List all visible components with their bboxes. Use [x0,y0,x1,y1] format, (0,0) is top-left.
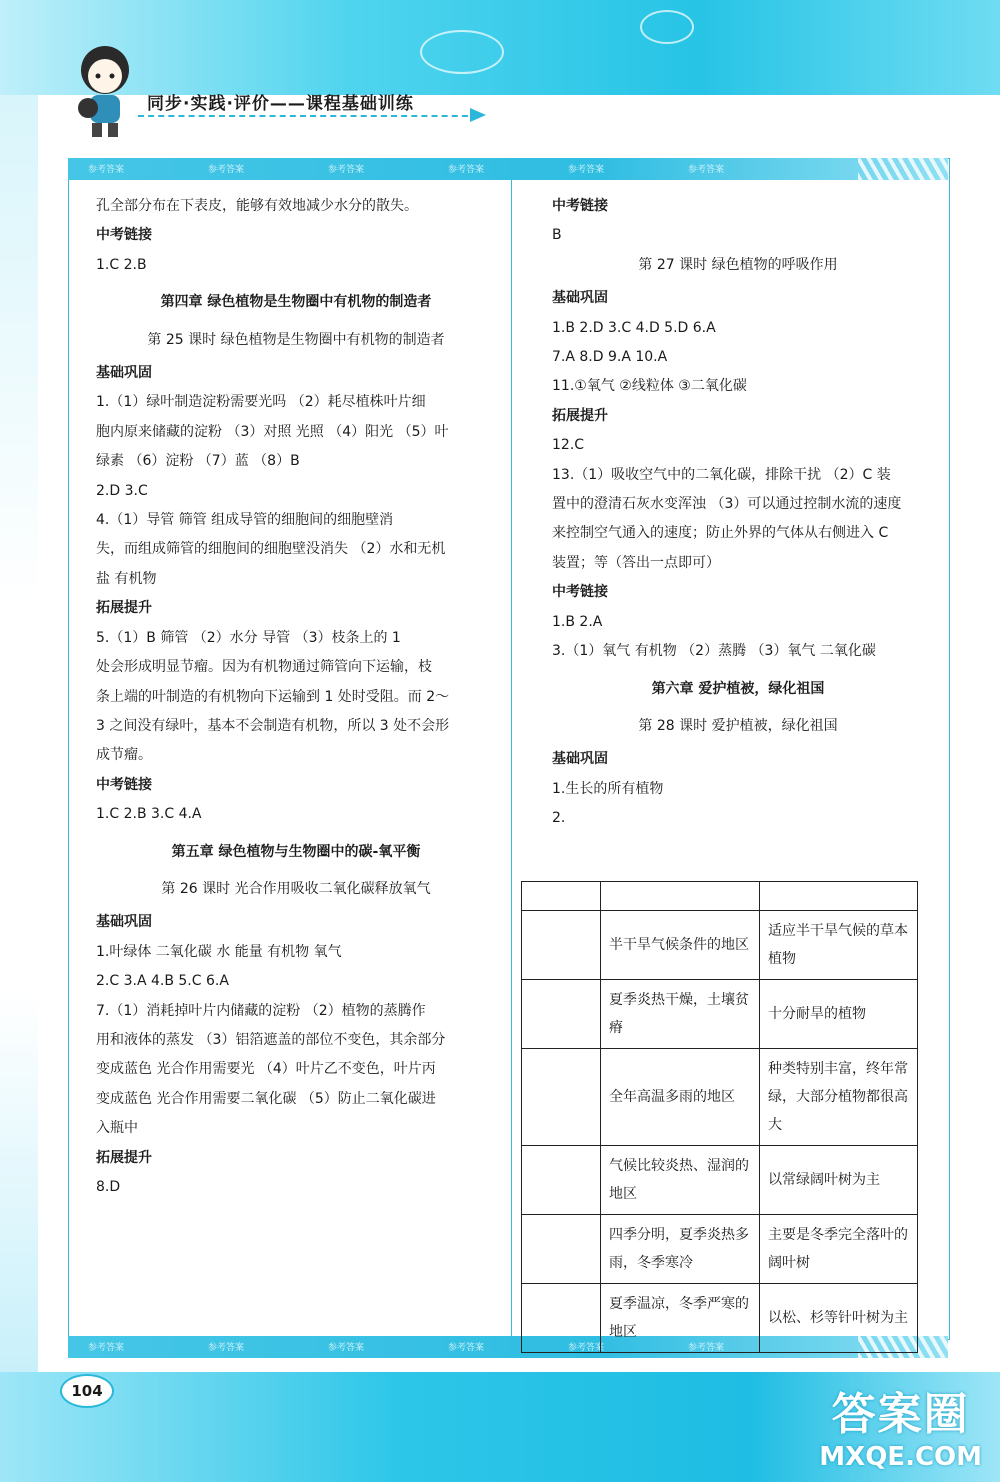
section-heading: 拓展提升 [552,407,608,424]
right-answer-line: 装置；等（答出一点即可） [552,554,720,571]
left-answer-line: 变成蓝色 光合作用需要光 （4）叶片乙不变色，叶片丙 [96,1061,436,1078]
left-answer-line: 胞内原来储藏的淀粉 （3）对照 光照 （4）阳光 （5）叶 [96,423,449,440]
right-answer-line: 3.（1）氧气 有机物 （2）蒸腾 （3）氧气 二氧化碳 [552,643,876,660]
table-cell: 十分耐旱的植物 [760,980,918,1049]
strip-tag: 参考答案 [88,165,125,175]
header-arrow-icon [470,108,486,122]
strip-tag: 参考答案 [328,1343,365,1353]
decor-swirl [640,10,694,44]
chapter-title: 第四章 绿色植物是生物圈中有机物的制造者 [160,294,432,311]
strip-tag: 参考答案 [208,1343,245,1353]
table-cell: 半干旱气候条件的地区 [601,911,760,980]
lesson-title: 第 28 课时 爱护植被，绿化祖国 [638,717,838,734]
left-answer-line: 2.D 3.C [96,482,148,499]
header-band [0,0,1000,95]
right-answer-line: 7.A 8.D 9.A 10.A [552,349,668,366]
left-answer-line: 入瓶中 [96,1120,138,1137]
left-answer-line: 1.（1）绿叶制造淀粉需要光吗 （2）耗尽植株叶片细 [96,394,426,411]
strip-tag: 参考答案 [568,1343,605,1353]
table-cell: 以松、杉等针叶树为主 [760,1284,918,1353]
table-cell: 以常绿阔叶树为主 [760,1146,918,1215]
right-answer-line: 1.B 2.A [552,613,603,630]
table-row [522,1284,918,1353]
table-cell: 夏季温凉，冬季严寒的地区 [601,1284,760,1353]
table-cell [522,1284,601,1353]
right-answer-line: 1.B 2.D 3.C 4.D 5.D 6.A [552,319,716,336]
section-heading: 中考链接 [552,584,608,601]
table-cell: 种类特别丰富，终年常绿，大部分植物都很高大 [760,1049,918,1146]
side-decoration [0,95,38,1375]
left-answer-line: 5.（1）B 筛管 （2）水分 导管 （3）枝条上的 1 [96,629,401,646]
strip-tag: 参考答案 [328,165,365,175]
watermark [819,1378,982,1472]
strip-tag: 参考答案 [688,1343,725,1353]
table-row [522,1215,918,1284]
table-cell [522,1049,601,1146]
lesson-title: 第 25 课时 绿色植物是生物圈中有机物的制造者 [147,331,445,348]
right-answer-line: B [552,227,562,244]
section-heading: 中考链接 [96,227,152,244]
strip-tag: 参考答案 [208,165,245,175]
strip-tag: 参考答案 [448,1343,485,1353]
mascot-icon [70,40,140,140]
left-answer-line: 处会形成明显节瘤。因为有机物通过筛管向下运输，枝 [96,659,432,676]
chapter-title: 第六章 爱护植被，绿化祖国 [651,680,825,697]
right-column [552,192,924,834]
section-heading: 拓展提升 [96,600,152,617]
left-answer-line: 2.C 3.A 4.B 5.C 6.A [96,973,229,990]
table-cell [760,882,918,911]
left-answer-line: 变成蓝色 光合作用需要二氧化碳 （5）防止二氧化碳进 [96,1090,436,1107]
header-divider [138,115,478,117]
table-cell: 四季分明，夏季炎热多雨，冬季寒冷 [601,1215,760,1284]
decor-swirl [420,30,504,74]
section-heading: 中考链接 [552,198,608,214]
table-cell [522,882,601,911]
right-answer-line: 来控制空气通入的速度；防止外界的气体从右侧进入 C [552,525,889,542]
section-heading: 中考链接 [96,776,152,793]
watermark-url: MXQE.COM [819,1442,982,1472]
strip-tag: 参考答案 [88,1343,125,1353]
strip-tag: 参考答案 [568,165,605,175]
page-number: 104 [60,1374,114,1408]
left-answer-line: 绿素 （6）淀粉 （7）蓝 （8）B [96,453,300,470]
table-row [522,1049,918,1146]
left-answer-line: 条上端的叶制造的有机物向下运输到 1 处时受阻。而 2～ [96,688,450,705]
table-row [522,1146,918,1215]
left-answer-line: 成节瘤。 [96,747,152,764]
right-answer-line: 置中的澄清石灰水变浑浊 （3）可以通过控制水流的速度 [552,496,902,513]
right-answer-line: 13.（1）吸收空气中的二氧化碳，排除干扰 （2）C 装 [552,466,891,483]
left-answer-line: 孔全部分布在下表皮，能够有效地减少水分的散失。 [96,198,418,214]
table-row [522,882,918,911]
table-cell [522,911,601,980]
left-answer-line: 7.（1）消耗掉叶片内储藏的淀粉 （2）植物的蒸腾作 [96,1002,426,1019]
left-answer-line: 用和液体的蒸发 （3）铝箔遮盖的部位不变色，其余部分 [96,1031,446,1048]
table-cell [601,882,760,911]
left-answer-line: 盐 有机物 [96,570,157,587]
left-answer-line: 3 之间没有绿叶，基本不会制造有机物，所以 3 处不会形 [96,717,450,734]
left-answer-line: 4.（1）导管 筛管 组成导管的细胞间的细胞壁消 [96,512,394,529]
section-heading: 基础巩固 [96,365,152,382]
section-heading: 基础巩固 [552,751,608,768]
watermark-logo-text: 答案圈 [831,1389,970,1440]
table-cell: 夏季炎热干燥，土壤贫瘠 [601,980,760,1049]
left-answer-line: 失，而组成筛管的细胞间的细胞壁没消失 （2）水和无机 [96,541,446,558]
section-heading: 基础巩固 [96,914,152,931]
lesson-title: 第 27 课时 绿色植物的呼吸作用 [638,256,838,273]
right-answer-line: 1.生长的所有植物 [552,780,664,797]
strip-pattern [858,158,948,180]
right-answer-line: 11.①氧气 ②线粒体 ③二氧化碳 [552,378,747,395]
right-answer-line: 12.C [552,437,585,454]
top-strip [68,158,948,180]
table-cell: 全年高温多雨的地区 [601,1049,760,1146]
strip-tag: 参考答案 [688,165,725,175]
column-divider [511,180,512,1336]
page-header-title: 同步·实践·评价——课程基础训练 [147,94,414,114]
table-row [522,911,918,980]
section-heading: 拓展提升 [96,1149,152,1166]
right-answer-line: 2. [552,810,566,827]
vegetation-table [521,881,918,1353]
left-answer-line: 1.C 2.B 3.C 4.A [96,806,202,823]
left-column [96,192,496,1202]
table-cell [522,1215,601,1284]
strip-tag: 参考答案 [448,165,485,175]
table-cell: 气候比较炎热、湿润的地区 [601,1146,760,1215]
table-cell [522,980,601,1049]
lesson-title: 第 26 课时 光合作用吸收二氧化碳释放氧气 [161,880,431,897]
left-answer-line: 1.C 2.B [96,256,147,273]
table-cell: 适应半干旱气候的草本植物 [760,911,918,980]
left-answer-line: 1.叶绿体 二氧化碳 水 能量 有机物 氧气 [96,943,342,960]
chapter-title: 第五章 绿色植物与生物圈中的碳-氧平衡 [171,843,421,860]
table-row [522,980,918,1049]
table-cell [522,1146,601,1215]
section-heading: 基础巩固 [552,290,608,307]
table-cell: 主要是冬季完全落叶的阔叶树 [760,1215,918,1284]
left-answer-line: 8.D [96,1179,121,1195]
